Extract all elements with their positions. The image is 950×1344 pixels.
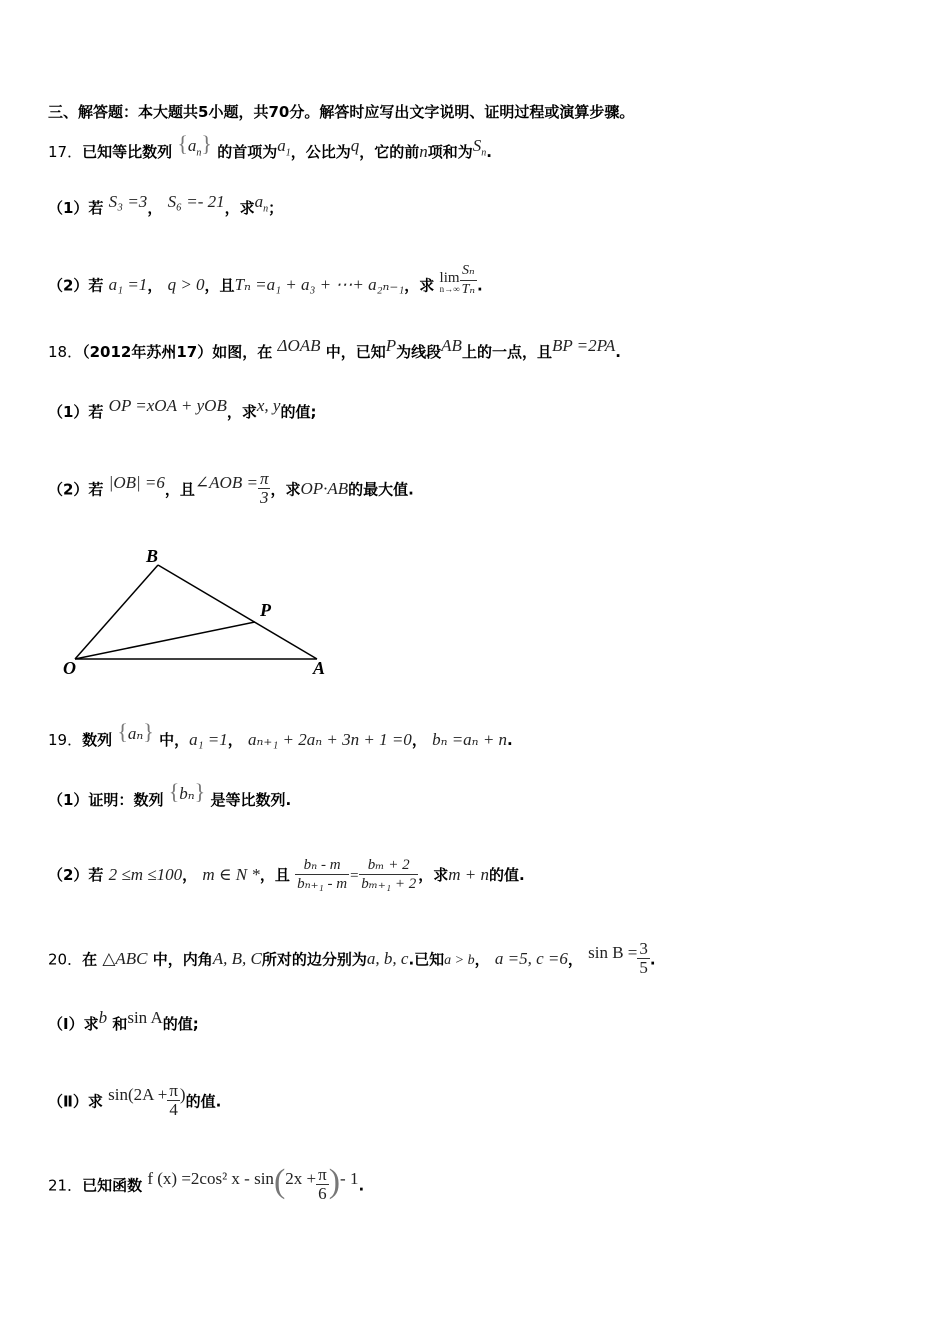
q17-p2-cond1: a₁ =1 [108,275,148,295]
q17-part2: （2）若 a₁ =1， q > 0，且Tₙ =a₁ + a₃ + ⋯+ a₂ₙ₋₁，求 lim n→∞ $\frac{\text{Sₙ}}{\text{Tₙ}}$ . [48,268,483,305]
q20-number: 20． [48,950,83,969]
q20-part2: （Ⅱ）求 sin(2A + $\frac{\pi}{4}$ )的值. [48,1081,222,1119]
q20-part1: （Ⅰ）求b 和sin A的值; [48,1008,199,1033]
q17-number: 17． [48,143,83,161]
q20-statement: 20．在 △ABC 中，内角A, B, C所对的边分别为a, b, c.已知a > b， a =5, c =6， sin B = $\frac{3}{5}$ . [48,939,656,977]
q17-p2-cond3: Tₙ =a₁ + a₃ + ⋯+ a₂ₙ₋₁ [234,275,405,295]
label-A: A [313,658,326,678]
q18-part1: （1）若 OP =xOA + yOB，求x, y的值; [48,396,317,421]
q17-p1-cond1: S₃ =3 [108,192,148,211]
q21-statement: 21．已知函数 f (x) =2cos² x - sin(2x + $\frac{\pi}{6}$ )- 1. [48,1163,365,1203]
q17-statement: 17．已知等比数列 $\{a_n\}$ 的首项为$a_1$，公比为q，它的前n项和为$S_n$. [48,140,492,169]
label-B: B [146,546,159,566]
segment-BA [158,565,317,659]
q17-p1-cond2: S₆ =- 21 [167,192,225,211]
q17-sequence: $\{a_n\}$ [177,131,212,159]
q18-statement: 18．（2012年苏州17）如图，在 ΔOAB 中，已知P为线段AB上的一点，且BP =2PA. [48,336,621,361]
q19-number: 19． [48,731,83,749]
section-heading: 三、解答题：本大题共5小题，共70分。解答时应写出文字说明、证明过程或演算步骤。 [48,103,635,121]
q17-p2-cond2: q > 0 [167,275,205,295]
q19-part1: （1）证明：数列 {bₙ} 是等比数列. [48,779,292,809]
q19-part2: （2）若 2 ≤m ≤100， m ∈ N *，且 $\frac{\text{bₙ - m}}{\text{bₙ₊₁ - m}}$ = $\frac{\text{bₘ + 2}}{\text{bₘ₊₁ + 2}}$ ，求m + n的值. [48,857,525,892]
q18-part2: （2）若 |OB| =6，且∠AOB = $\frac{\pi}{3}$ ，求OP·AB的最大值. [48,469,414,507]
label-P: P [260,600,271,620]
q18-number: 18． [48,343,83,361]
q17-part1: （1）若 S₃ =3， S₆ =- 21，求$a_n$； [48,192,284,217]
q21-number: 21． [48,1176,83,1195]
label-O: O [63,658,76,678]
q17-limit: lim n→∞ $\frac{\text{Sₙ}}{\text{Tₙ}}$ [439,263,476,297]
triangle-figure [55,540,345,680]
q19-statement: 19．数列 {aₙ} 中，a₁ =1， aₙ₊₁ + 2aₙ + 3n + 1 =0， bₙ =aₙ + n. [48,719,513,749]
